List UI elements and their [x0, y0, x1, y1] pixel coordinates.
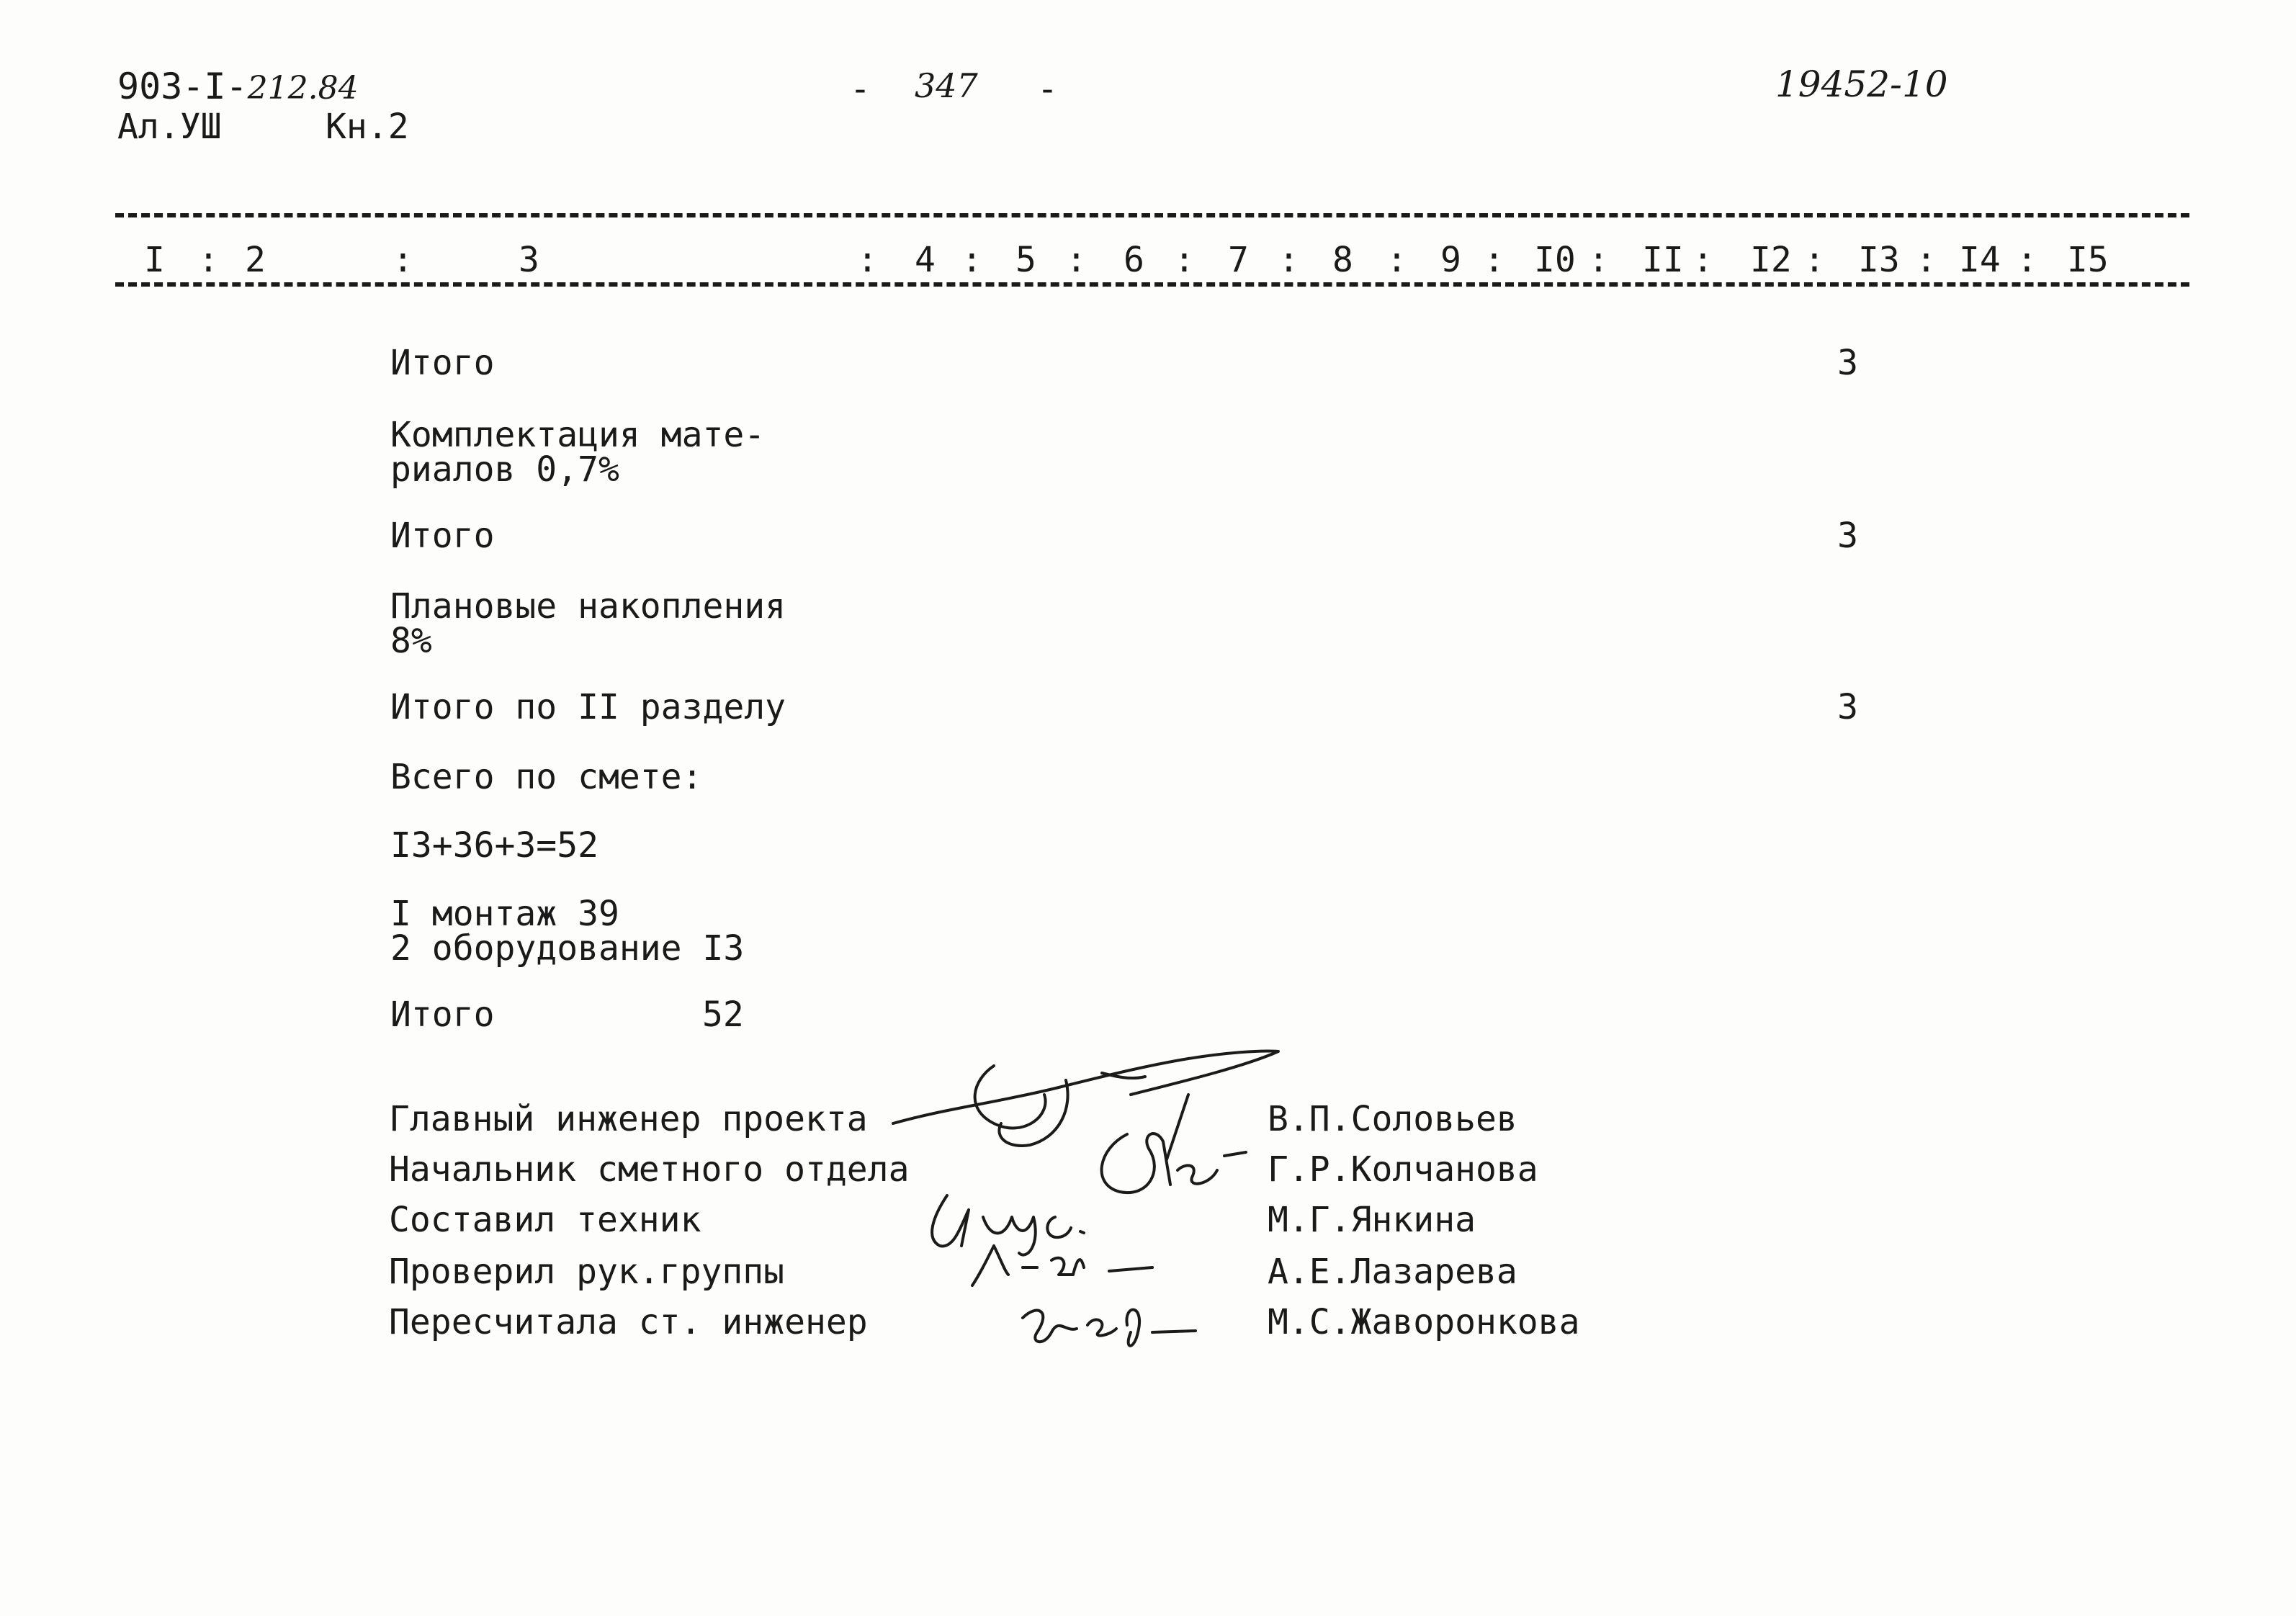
column-separator: :: [1174, 240, 1195, 280]
signatory-name: М.С.Жаворонкова: [1268, 1302, 1580, 1342]
column-separator: :: [2017, 240, 2037, 280]
column-separator: :: [1692, 240, 1713, 280]
column-numbers-row: [115, 225, 2189, 289]
signatory-role: Пересчитала ст. инженер: [389, 1302, 868, 1342]
signatory-name: А.Е.Лазарева: [1268, 1252, 1517, 1292]
row-text: риалов 0,7%: [390, 449, 619, 490]
column-separator: :: [1484, 240, 1504, 280]
series-handwritten: 212.84: [247, 70, 359, 107]
column-number: I2: [1750, 240, 1792, 280]
column-separator: :: [1278, 240, 1299, 280]
column-separator: :: [857, 240, 878, 280]
row-text: 8%: [390, 621, 432, 661]
signature-head-of-estimates: [1084, 1120, 1250, 1206]
final-total-value: 52: [702, 995, 744, 1035]
column-number: 6: [1124, 240, 1144, 280]
column-number: I0: [1534, 240, 1576, 280]
row-text: Итого: [390, 343, 495, 383]
dashed-rule-bottom: [115, 282, 2189, 287]
album-label: Ал.УШ: [117, 107, 222, 147]
column-number: 4: [915, 240, 936, 280]
signatory-name: Г.Р.Колчанова: [1268, 1149, 1538, 1190]
signatory-role: Составил техник: [389, 1200, 701, 1240]
signatory-role: Проверил рук.группы: [389, 1252, 785, 1292]
column-number: 9: [1440, 240, 1461, 280]
column-separator: :: [198, 240, 219, 280]
signature-group-lead: [965, 1239, 1181, 1296]
column-separator: :: [1386, 240, 1407, 280]
signatory-name: М.Г.Янкина: [1268, 1200, 1476, 1240]
column-number: 2: [245, 240, 266, 280]
page-dash-left: -: [850, 69, 871, 109]
row-text: I3+36+3=52: [390, 825, 598, 866]
signatory-name: В.П.Соловьев: [1268, 1099, 1517, 1139]
column-number: I: [144, 240, 165, 280]
page-number: 347: [915, 66, 978, 105]
signatory-role: Главный инженер проекта: [389, 1099, 868, 1139]
column-separator: :: [1804, 240, 1825, 280]
column-number: I4: [1959, 240, 2001, 280]
row-text: 2 оборудование I3: [390, 928, 745, 969]
column-number: 3: [519, 240, 539, 280]
column-number: 5: [1015, 240, 1036, 280]
column-separator: :: [1916, 240, 1937, 280]
dashed-rule-top: [115, 213, 2189, 217]
column-separator: :: [1066, 240, 1087, 280]
row-text: Плановые накопления: [390, 586, 786, 627]
row-text: Итого: [390, 516, 495, 556]
series-code: [117, 66, 359, 107]
final-total-label: Итого: [390, 995, 495, 1035]
row-text: Комплектация мате-: [390, 415, 766, 455]
row-text: Итого по II разделу: [390, 687, 786, 727]
column-number: I5: [2067, 240, 2109, 280]
row-text: Всего по смете:: [390, 757, 703, 797]
page-dash-right: -: [1037, 69, 1058, 109]
row-text: I монтаж 39: [390, 894, 619, 934]
column-separator: :: [961, 240, 982, 280]
column-separator: :: [1588, 240, 1609, 280]
column-number: 8: [1332, 240, 1353, 280]
series-printed: 903-I-: [117, 66, 248, 107]
column-number: II: [1642, 240, 1684, 280]
column-number: 7: [1228, 240, 1249, 280]
signatory-role: Начальник сметного отдела: [389, 1149, 910, 1190]
row-amount: 3: [1837, 687, 1858, 727]
inventory-number: 19452-10: [1775, 63, 1948, 105]
signature-senior-engineer: [1008, 1289, 1210, 1354]
row-amount: 3: [1837, 516, 1858, 556]
book-label: Кн.2: [326, 107, 409, 147]
column-number: I3: [1858, 240, 1900, 280]
row-amount: 3: [1837, 343, 1858, 383]
column-separator: :: [393, 240, 413, 280]
